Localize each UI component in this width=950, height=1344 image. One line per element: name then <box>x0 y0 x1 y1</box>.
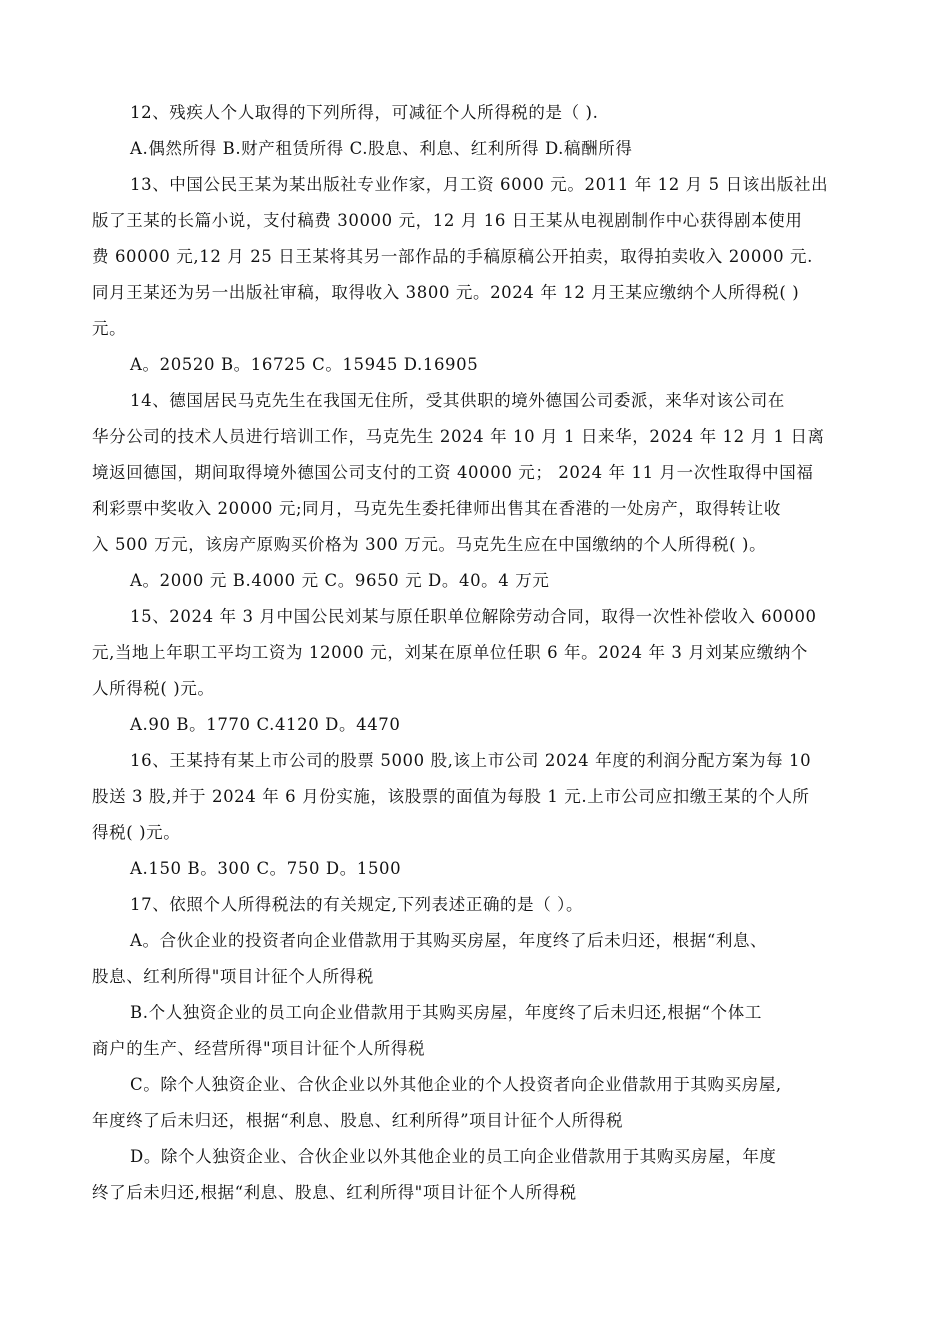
text-line: 人所得税( )元。 <box>92 679 215 698</box>
text-line: 年度终了后未归还，根据“利息、股息、红利所得”项目计征个人所得税 <box>92 1111 624 1130</box>
text-line: 商户的生产、经营所得"项目计征个人所得税 <box>92 1039 426 1058</box>
text-line: 华分公司的技术人员进行培训工作，马克先生 2024 年 10 月 1 日来华，2024 年 12 月 1 日离 <box>92 427 825 446</box>
document-page <box>92 95 860 1211</box>
text-line: A。20520 B。16725 C。15945 D.16905 <box>130 355 479 374</box>
text-line: 股送 3 股,并于 2024 年 6 月份实施，该股票的面值为每股 1 元.上市公司应扣缴王某的个人所 <box>92 787 810 806</box>
text-line: A.90 B。1770 C.4120 D。4470 <box>130 715 401 734</box>
text-line: 版了王某的长篇小说，支付稿费 30000 元，12 月 16 日王某从电视剧制作中心获得剧本使用 <box>92 211 803 230</box>
text-line: 16、王某持有某上市公司的股票 5000 股,该上市公司 2024 年度的利润分配方案为每 10 <box>130 751 812 770</box>
text-line: A.偶然所得 B.财产租赁所得 C.股息、利息、红利所得 D.稿酬所得 <box>130 139 633 158</box>
text-line: C。除个人独资企业、合伙企业以外其他企业的个人投资者向企业借款用于其购买房屋, <box>130 1075 782 1094</box>
text-line: A.150 B。300 C。750 D。1500 <box>130 859 402 878</box>
text-line: 13、中国公民王某为某出版社专业作家，月工资 6000 元。2011 年 12 月 5 日该出版社出 <box>130 175 829 194</box>
text-line: 终了后未归还,根据“利息、股息、红利所得"项目计征个人所得税 <box>92 1183 577 1202</box>
text-line: A。2000 元 B.4000 元 C。9650 元 D。40。4 万元 <box>130 571 550 590</box>
text-line: 元,当地上年职工平均工资为 12000 元，刘某在原单位任职 6 年。2024 年 3 月刘某应缴纳个 <box>92 643 809 662</box>
text-line: 境返回德国，期间取得境外德国公司支付的工资 40000 元； 2024 年 11 月一次性取得中国福 <box>92 463 814 482</box>
text-line: D。除个人独资企业、合伙企业以外其他企业的员工向企业借款用于其购买房屋，年度 <box>130 1147 777 1166</box>
text-line: 利彩票中奖收入 20000 元;同月，马克先生委托律师出售其在香港的一处房产，取得转让收 <box>92 499 781 518</box>
text-line: 股息、红利所得"项目计征个人所得税 <box>92 967 374 986</box>
text-line: 12、残疾人个人取得的下列所得，可减征个人所得税的是（ ). <box>130 103 599 122</box>
text-line: 入 500 万元，该房产原购买价格为 300 万元。马克先生应在中国缴纳的个人所得税( )。 <box>92 535 767 554</box>
text-line: 费 60000 元,12 月 25 日王某将其另一部作品的手稿原稿公开拍卖，取得拍卖收入 20000 元. <box>92 247 813 266</box>
text-line: B.个人独资企业的员工向企业借款用于其购买房屋，年度终了后未归还,根据“个体工 <box>130 1003 762 1022</box>
text-line: 14、德国居民马克先生在我国无住所，受其供职的境外德国公司委派，来华对该公司在 <box>130 391 785 410</box>
text-line: 同月王某还为另一出版社审稿，取得收入 3800 元。2024 年 12 月王某应缴纳个人所得税( ) <box>92 283 800 302</box>
text-line: A。合伙企业的投资者向企业借款用于其购买房屋，年度终了后未归还，根据“利息、 <box>130 931 768 950</box>
text-line: 元。 <box>92 319 127 338</box>
text-body <box>92 95 860 1211</box>
text-line: 得税( )元。 <box>92 823 181 842</box>
text-line: 15、2024 年 3 月中国公民刘某与原任职单位解除劳动合同，取得一次性补偿收入 60000 <box>130 607 817 626</box>
text-line: 17、依照个人所得税法的有关规定,下列表述正确的是（ ）。 <box>130 895 584 914</box>
